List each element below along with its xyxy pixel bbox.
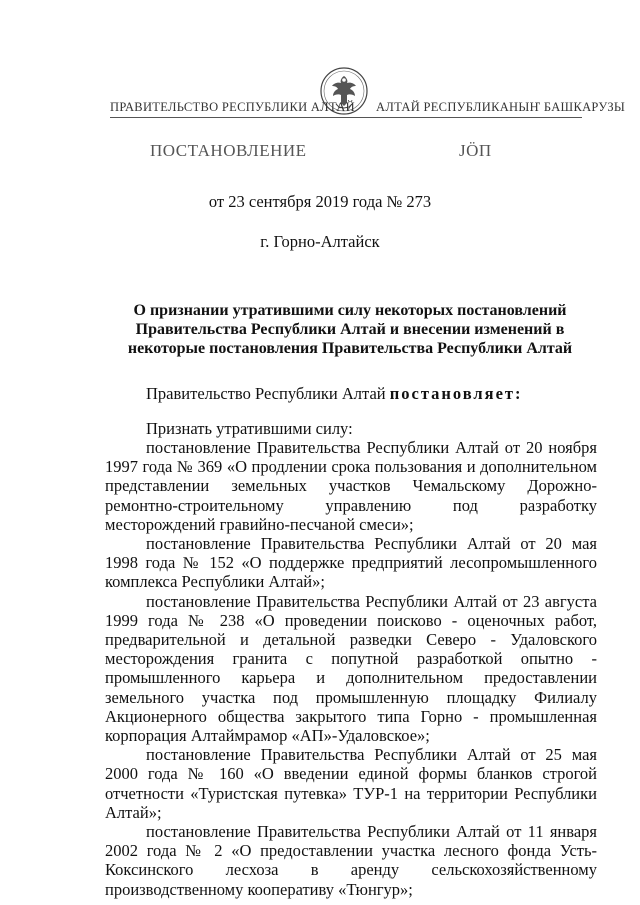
header-org-name-altai: АЛТАЙ РЕСПУБЛИКАНЫҤ БАШКАРУЗЫ: [376, 100, 626, 114]
document-date-number: от 23 сентября 2019 года № 273: [208, 192, 432, 211]
preamble: [146, 384, 523, 404]
doc-kind-russian: ПОСТАНОВЛЕНИЕ: [150, 141, 307, 160]
list-item: постановление Правительства Республики Алтай от 20 ноября 1997 года № 369 «О продлении срока пользования и дополнительном представлении земельных участков Чемальскому Дорожно-ремонтно-строительному управлению под разработку месторождений гравийно-песчаной смеси»;: [105, 438, 597, 534]
document-title: О признании утратившими силу некоторых постановлений Правительства Республики Алтай и внесении изменений в некоторые постановления Правительства Республики Алтай: [127, 302, 573, 357]
recognize-heading: Признать утратившими силу:: [146, 419, 353, 438]
preamble-emphasis: постановляет:: [389, 384, 523, 403]
repealed-list: [105, 438, 597, 899]
header-divider: [110, 117, 582, 118]
list-item: постановление Правительства Республики Алтай от 20 мая 1998 года № 152 «О поддержке предприятий лесопромышленного комплекса Республики Алтай»;: [105, 534, 597, 592]
document-city: г. Горно-Алтайск: [260, 232, 380, 251]
list-item: постановление Правительства Республики Алтай от 25 мая 2000 года № 160 «О введении единой формы бланков строгой отчетности «Туристская путевка» ТУР-1 на территории Республики Алтай»;: [105, 745, 597, 822]
list-item: постановление Правительства Республики Алтай от 11 января 2002 года № 2 «О предоставлении участка лесного фонда Усть-Коксинского лесхоза в аренду сельскохозяйственному производственному кооперативу «Тюнгур»;: [105, 822, 597, 899]
list-item: постановление Правительства Республики Алтай от 23 августа 1999 года № 238 «О проведении поисково - оценочных работ, предварительной и детальной разведки Северо - Удаловского месторождения гранита с попутной разработкой опытно - промышленного карьера и дополнительном предоставлении земельного участка под промышленную площадку Филиалу Акционерного общества закрытого типа Горно - промышленная корпорация Алтаймрамор «АП»-Удаловское»;: [105, 591, 597, 746]
preamble-text: Правительство Республики Алтай: [146, 384, 386, 403]
doc-kind-altai: ЈӦП: [459, 141, 492, 160]
header-org-name-russian: ПРАВИТЕЛЬСТВО РЕСПУБЛИКИ АЛТАЙ: [110, 100, 355, 114]
